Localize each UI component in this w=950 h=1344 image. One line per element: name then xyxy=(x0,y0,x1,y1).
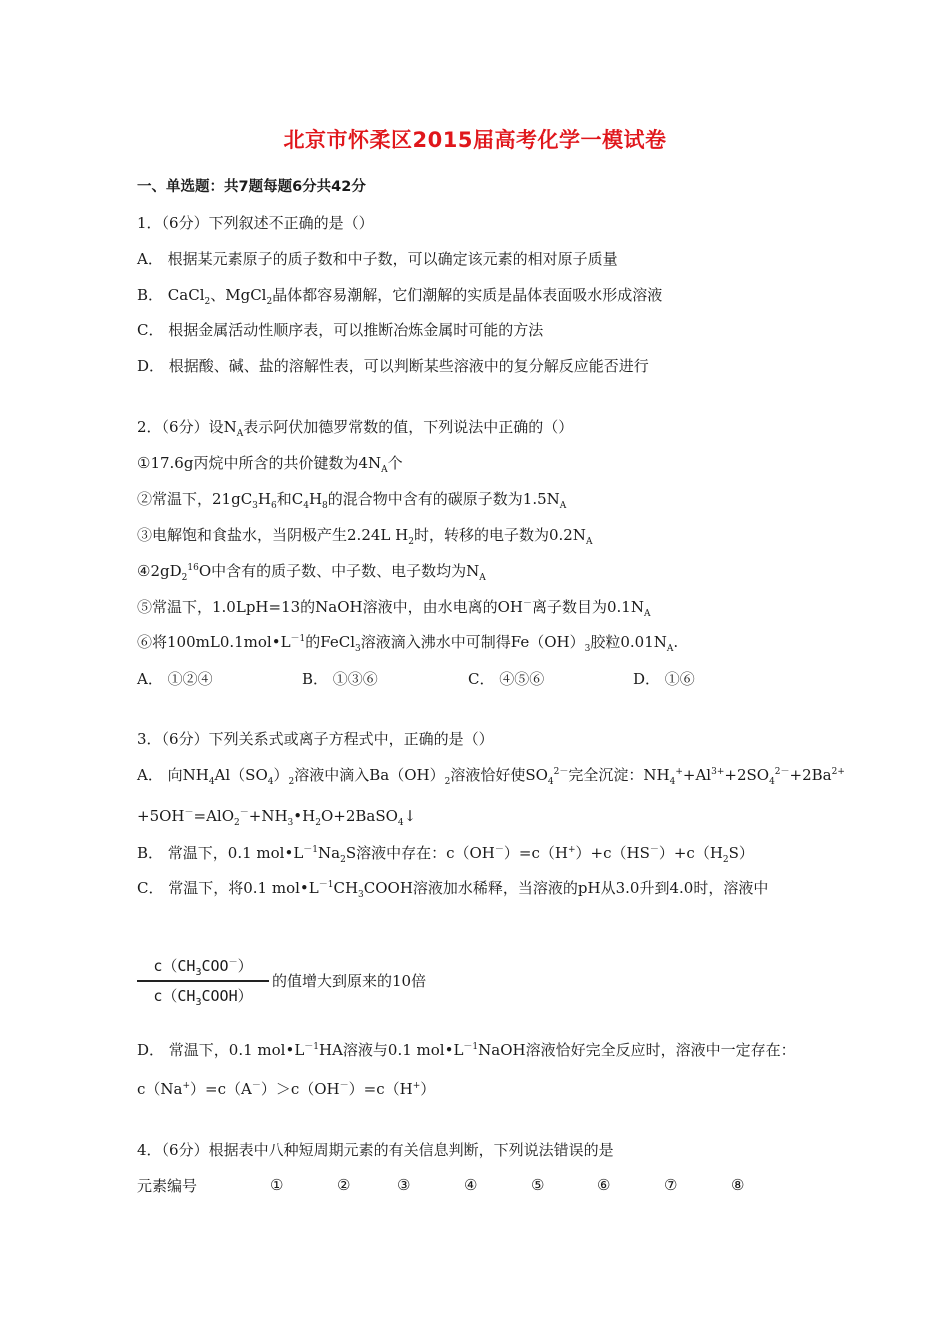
page-title: 北京市怀柔区2015届高考化学一模试卷 xyxy=(283,128,667,152)
section-heading: 一、单选题：共7题每题6分共42分 xyxy=(137,179,366,195)
question-1-option-b: B． CaCl$_2$、MgCl$_2$晶体都容易潮解，它们潮解的实质是晶体表面吸水形成溶液 xyxy=(137,286,663,307)
question-3-option-d-line-2: c（Na+）=c（A－）＞c（OH－）=c（H+） xyxy=(137,1080,436,1098)
table-cell-element-3: ③ xyxy=(397,1176,411,1194)
question-3-option-c-tail: 的值增大到原来的10倍 xyxy=(272,972,427,990)
table-cell-element-5: ⑤ xyxy=(531,1176,545,1194)
fraction-bar xyxy=(137,980,269,982)
question-3-option-b: B． 常温下，0.1 $mol•L^{-1}Na_2S$溶液中存在：$c(OH^-)=c(H^+)+c(HS^-)+c(H_2S)$ xyxy=(137,844,754,865)
question-3-option-c: C． 常温下，将0.1 $mol•L^{-1}CH_3COOH$溶液加水稀释，当溶液的pH从3.0升到4.0时，溶液中 xyxy=(137,879,769,900)
table-cell-element-2: ② xyxy=(337,1176,351,1194)
question-2-statement-5: ⑤常温下，1.0LpH=13的NaOH溶液中，由水电离的OH－离子数目为$0.1N_A$ xyxy=(137,598,651,619)
table-row-label: 元素编号 xyxy=(137,1177,198,1195)
question-3-option-a-line-2: $+5OH^-=AlO_2^-+NH_3•H_2O+2BaSO_4↓$ xyxy=(137,807,417,828)
question-3-stem: 3．（6分）下列关系式或离子方程式中，正确的是（） xyxy=(137,730,494,748)
question-3-option-a-line-1: A． 向$NH_4Al(SO_4)_2$溶液中滴入$Ba(OH)_2$溶液恰好使$SO_4^{2-}$完全沉淀：$NH_4^++Al^{3+}+2SO_4^{2-}+2Ba^{2+}$ xyxy=(137,766,845,787)
table-cell-element-1: ① xyxy=(270,1176,284,1194)
question-1-option-c: C． 根据金属活动性顺序表，可以推断冶炼金属时可能的方法 xyxy=(137,321,544,339)
fraction-denominator: $c(CH_3COOH)$ xyxy=(153,986,253,1008)
fraction-numerator: $c(CH_3COO^-)$ xyxy=(153,957,253,978)
question-1-option-a: A． 根据某元素原子的质子数和中子数，可以确定该元素的相对原子质量 xyxy=(137,250,618,268)
question-2-option-a: A． ①②④ xyxy=(137,670,213,688)
question-2-statement-6: ⑥将$100mL0.1mol•L^{-1}$的FeCl$_3$溶液滴入沸水中可制得$Fe(OH)_3$胶粒$0.01N_A$. xyxy=(137,633,679,654)
question-2-statement-4: $④2gD_2^{16}O$中含有的质子数、中子数、电子数均为$N_A$ xyxy=(137,562,486,583)
question-2-statement-1: ①17.6g丙烷中所含的共价键数为$4N_A$个 xyxy=(137,454,403,475)
concentration-ratio-fraction xyxy=(137,955,269,1007)
question-1-option-d: D． 根据酸、碱、盐的溶解性表，可以判断某些溶液中的复分解反应能否进行 xyxy=(137,357,649,375)
question-4-stem: 4．（6分）根据表中八种短周期元素的有关信息判断，下列说法错误的是 xyxy=(137,1141,614,1159)
table-cell-element-8: ⑧ xyxy=(731,1176,745,1194)
question-2-statement-3: ③电解饱和食盐水，当阴极产生2.24L $H_2$时，转移的电子数为$0.2N_A$ xyxy=(137,526,593,547)
question-3-option-d-line-1: D． 常温下，0.1 $mol•L^{-1}HA$溶液与0.1 $mol•L^{-1}NaOH$溶液恰好完全反应时，溶液中一定存在： xyxy=(137,1041,796,1059)
table-cell-element-4: ④ xyxy=(464,1176,478,1194)
question-2-option-b: B． ①③⑥ xyxy=(302,670,378,688)
question-2-stem: 2．（6分）设$N_A$表示阿伏加德罗常数的值，下列说法中正确的（） xyxy=(137,418,574,439)
question-2-option-c: C． ④⑤⑥ xyxy=(468,670,545,688)
table-cell-element-6: ⑥ xyxy=(597,1176,611,1194)
table-cell-element-7: ⑦ xyxy=(664,1176,678,1194)
question-2-statement-2: ②常温下，$21gC_3H_6$和$C_4H_8$的混合物中含有的碳原子数为$1.5N_A$ xyxy=(137,490,567,511)
question-2-option-d: D． ①⑥ xyxy=(633,670,695,688)
question-1-stem: 1．（6分）下列叙述不正确的是（） xyxy=(137,214,374,232)
